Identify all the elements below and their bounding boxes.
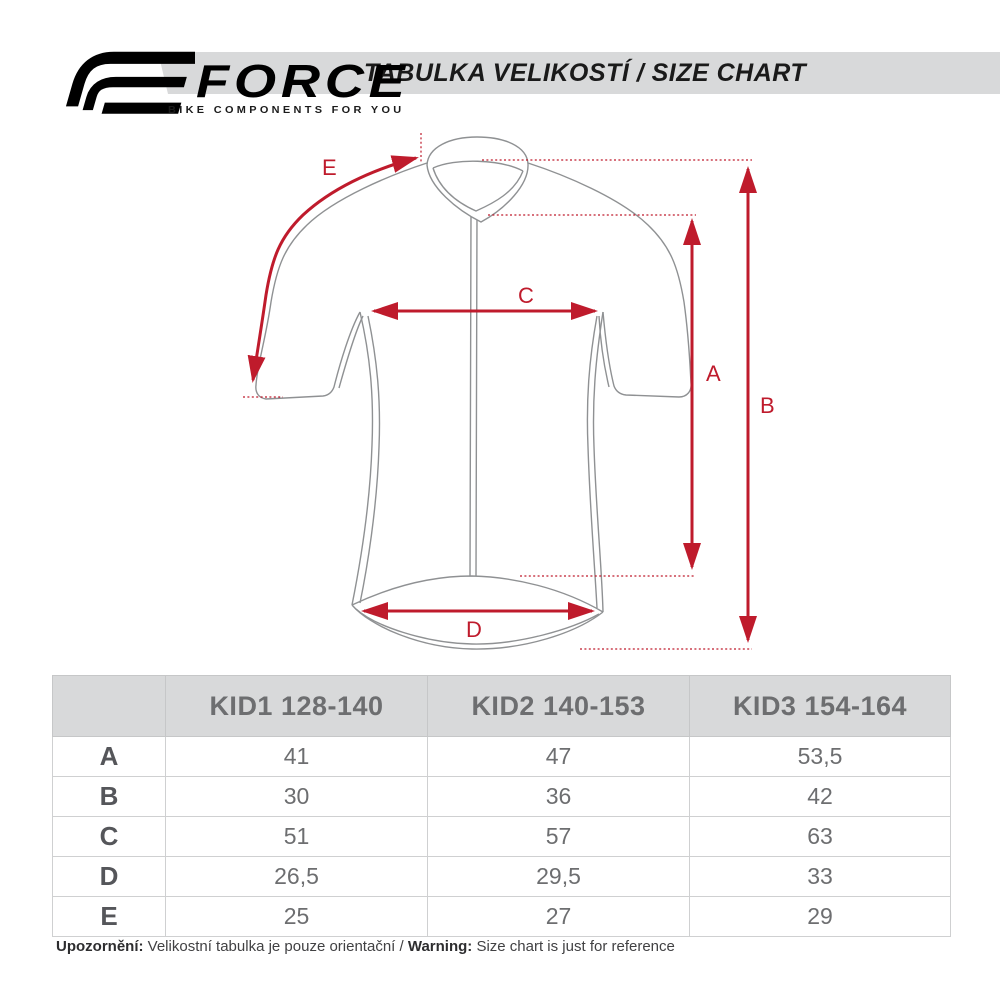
row-label: A: [53, 737, 166, 777]
table-cell: 29: [690, 897, 951, 937]
measure-label-e: E: [322, 155, 337, 180]
size-table-header-row: [53, 676, 951, 737]
size-table-col-kid3: KID3 154-164: [690, 676, 951, 737]
row-label: D: [53, 857, 166, 897]
measure-label-b: B: [760, 393, 775, 418]
footer-note-en-text: Size chart is just for reference: [472, 938, 675, 955]
brand-name: FORCE: [196, 55, 410, 107]
table-cell: 63: [690, 817, 951, 857]
table-cell: 51: [166, 817, 428, 857]
measure-label-a: A: [706, 361, 721, 386]
row-label: C: [53, 817, 166, 857]
jersey-outline: [256, 137, 691, 649]
table-cell: 29,5: [428, 857, 690, 897]
table-cell: 41: [166, 737, 428, 777]
measurement-arrows: [253, 158, 748, 640]
measure-label-d: D: [466, 617, 482, 642]
table-cell: 27: [428, 897, 690, 937]
footer-note-cs-text: Velikostní tabulka je pouze orientační /: [143, 938, 408, 955]
size-table-col-kid1: KID1 128-140: [166, 676, 428, 737]
row-label: E: [53, 897, 166, 937]
force-logo: [0, 0, 420, 130]
page-title: TABULKA VELIKOSTÍ / SIZE CHART: [363, 59, 807, 87]
footer-note: [56, 938, 675, 955]
size-table: [52, 675, 951, 937]
table-row: [53, 897, 951, 937]
arrow-E: [253, 158, 416, 380]
table-cell: 57: [428, 817, 690, 857]
measure-label-c: C: [518, 283, 534, 308]
jersey-measurement-diagram: [0, 125, 1000, 685]
row-label: B: [53, 777, 166, 817]
size-table-col-kid2: KID2 140-153: [428, 676, 690, 737]
table-row: [53, 817, 951, 857]
footer-note-en-label: Warning:: [407, 938, 473, 955]
brand-tagline: BIKE COMPONENTS FOR YOU: [168, 104, 405, 116]
table-cell: 26,5: [166, 857, 428, 897]
table-cell: 33: [690, 857, 951, 897]
table-cell: 30: [166, 777, 428, 817]
size-table-corner-cell: [53, 676, 166, 737]
table-row: [53, 737, 951, 777]
table-cell: 25: [166, 897, 428, 937]
table-cell: 53,5: [690, 737, 951, 777]
table-cell: 36: [428, 777, 690, 817]
table-row: [53, 857, 951, 897]
table-cell: 42: [690, 777, 951, 817]
reference-dotted-lines: [243, 133, 752, 649]
footer-note-cs-label: Upozornění:: [56, 938, 144, 955]
table-row: [53, 777, 951, 817]
table-cell: 47: [428, 737, 690, 777]
